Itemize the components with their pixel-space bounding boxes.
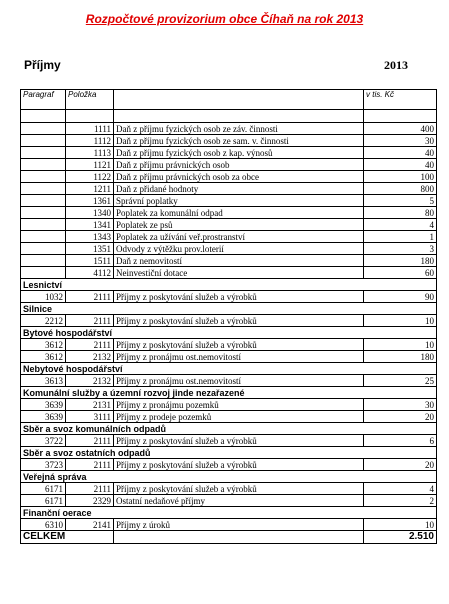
- value-cell: 4: [364, 219, 437, 231]
- spacer-row: [21, 110, 437, 123]
- polozka-cell: 1343: [66, 231, 114, 243]
- item-text-cell: Příjmy z poskytování služeb a výrobků: [114, 459, 364, 471]
- table-row: [21, 231, 437, 243]
- table-row: [21, 459, 437, 471]
- section-header-row: [21, 279, 437, 291]
- table-row: [21, 519, 437, 531]
- polozka-cell: 2111: [66, 435, 114, 447]
- item-text-cell: Příjmy z poskytování služeb a výrobků: [114, 435, 364, 447]
- value-cell: 30: [364, 399, 437, 411]
- section-name: Finanční oerace: [21, 507, 437, 519]
- table-row: [21, 147, 437, 159]
- section-name: Bytové hospodářství: [21, 327, 437, 339]
- column-header-paragraf: Paragraf: [21, 90, 66, 110]
- item-text-cell: Správní poplatky: [114, 195, 364, 207]
- paragraf-cell: [21, 219, 66, 231]
- paragraf-cell: 6171: [21, 483, 66, 495]
- spacer-cell: [21, 110, 66, 123]
- polozka-cell: 1361: [66, 195, 114, 207]
- item-text-cell: Daň z nemovitostí: [114, 255, 364, 267]
- value-cell: 10: [364, 339, 437, 351]
- polozka-cell: 2111: [66, 339, 114, 351]
- item-text-cell: Ostatní nedaňové příjmy: [114, 495, 364, 507]
- item-text-cell: Příjmy z poskytování služeb a výrobků: [114, 291, 364, 303]
- value-cell: 10: [364, 315, 437, 327]
- table-row: [21, 183, 437, 195]
- value-cell: 2: [364, 495, 437, 507]
- table-row: [21, 267, 437, 279]
- polozka-cell: 1111: [66, 123, 114, 135]
- spacer-cell: [66, 110, 114, 123]
- paragraf-cell: 3613: [21, 375, 66, 387]
- section-header-row: [21, 447, 437, 459]
- polozka-cell: 4112: [66, 267, 114, 279]
- value-cell: 800: [364, 183, 437, 195]
- polozka-cell: 1351: [66, 243, 114, 255]
- item-text-cell: Daň z příjmu fyzických osob z kap. výnosů: [114, 147, 364, 159]
- paragraf-cell: [21, 135, 66, 147]
- polozka-cell: 1121: [66, 159, 114, 171]
- value-cell: 30: [364, 135, 437, 147]
- item-text-cell: Příjmy z pronájmu pozemků: [114, 399, 364, 411]
- paragraf-cell: 3722: [21, 435, 66, 447]
- item-text-cell: Daň z příjmu právnických osob: [114, 159, 364, 171]
- table-row: [21, 243, 437, 255]
- paragraf-cell: 3612: [21, 351, 66, 363]
- polozka-cell: 1211: [66, 183, 114, 195]
- item-text-cell: Daň z příjmu fyzických osob ze záv. činnosti: [114, 123, 364, 135]
- table-row: [21, 135, 437, 147]
- table-row: [21, 483, 437, 495]
- item-text-cell: Příjmy z poskytování služeb a výrobků: [114, 339, 364, 351]
- value-cell: 180: [364, 255, 437, 267]
- item-text-cell: Příjmy z pronájmu ost.nemovitostí: [114, 351, 364, 363]
- section-header-row: [21, 363, 437, 375]
- polozka-cell: 1113: [66, 147, 114, 159]
- paragraf-cell: [21, 123, 66, 135]
- polozka-cell: 2111: [66, 291, 114, 303]
- section-name: Lesnictví: [21, 279, 437, 291]
- table-row: [21, 435, 437, 447]
- polozka-cell: 1341: [66, 219, 114, 231]
- paragraf-cell: [21, 255, 66, 267]
- table-row: [21, 399, 437, 411]
- table-row: [21, 171, 437, 183]
- total-row: [21, 531, 437, 544]
- value-cell: 20: [364, 411, 437, 423]
- paragraf-cell: [21, 231, 66, 243]
- table-row: [21, 315, 437, 327]
- table-row: [21, 255, 437, 267]
- paragraf-cell: [21, 243, 66, 255]
- item-text-cell: Poplatek ze psů: [114, 219, 364, 231]
- column-header-unit: v tis. Kč: [364, 90, 437, 110]
- table-header-row: [21, 90, 437, 110]
- value-cell: 80: [364, 207, 437, 219]
- total-value: 2.510: [364, 531, 437, 544]
- paragraf-cell: [21, 183, 66, 195]
- table-row: [21, 495, 437, 507]
- budget-table: [20, 89, 437, 544]
- value-cell: 60: [364, 267, 437, 279]
- polozka-cell: 2132: [66, 351, 114, 363]
- value-cell: 5: [364, 195, 437, 207]
- spacer-cell: [114, 110, 364, 123]
- item-text-cell: Poplatek za komunální odpad: [114, 207, 364, 219]
- item-text-cell: Poplatek za užívání veř.prostranství: [114, 231, 364, 243]
- item-text-cell: Daň z příjmu fyzických osob ze sam. v. činnosti: [114, 135, 364, 147]
- total-label: CELKEM: [21, 531, 114, 544]
- value-cell: 1: [364, 231, 437, 243]
- section-name: Nebytové hospodářství: [21, 363, 437, 375]
- section-header-row: [21, 387, 437, 399]
- paragraf-cell: 6310: [21, 519, 66, 531]
- table-row: [21, 195, 437, 207]
- section-name: Veřejná správa: [21, 471, 437, 483]
- section-name: Sběr a svoz ostatních odpadů: [21, 447, 437, 459]
- paragraf-cell: 1032: [21, 291, 66, 303]
- value-cell: 4: [364, 483, 437, 495]
- section-header-row: [21, 507, 437, 519]
- section-name: Sběr a svoz komunálních odpadů: [21, 423, 437, 435]
- value-cell: 40: [364, 159, 437, 171]
- paragraf-cell: [21, 147, 66, 159]
- polozka-cell: 1122: [66, 171, 114, 183]
- polozka-cell: 1511: [66, 255, 114, 267]
- paragraf-cell: 6171: [21, 495, 66, 507]
- item-text-cell: Příjmy z prodeje pozemků: [114, 411, 364, 423]
- item-text-cell: Příjmy z poskytování služeb a výrobků: [114, 315, 364, 327]
- item-text-cell: Odvody z výtěžku prov.loterií: [114, 243, 364, 255]
- table-row: [21, 351, 437, 363]
- polozka-cell: 1112: [66, 135, 114, 147]
- table-row: [21, 375, 437, 387]
- column-header-text: [114, 90, 364, 110]
- section-header-row: [21, 471, 437, 483]
- value-cell: 3: [364, 243, 437, 255]
- spacer-cell: [364, 110, 437, 123]
- table-row: [21, 291, 437, 303]
- paragraf-cell: [21, 267, 66, 279]
- table-row: [21, 219, 437, 231]
- paragraf-cell: [21, 159, 66, 171]
- document-title: [0, 12, 449, 26]
- column-header-polozka: Položka: [66, 90, 114, 110]
- polozka-cell: 2132: [66, 375, 114, 387]
- paragraf-cell: 2212: [21, 315, 66, 327]
- table-row: [21, 123, 437, 135]
- table-row: [21, 159, 437, 171]
- value-cell: 100: [364, 171, 437, 183]
- item-text-cell: Daň z příjmu právnických osob za obce: [114, 171, 364, 183]
- section-heading: Příjmy: [24, 58, 61, 72]
- polozka-cell: 2329: [66, 495, 114, 507]
- budget-year: 2013: [384, 58, 408, 72]
- polozka-cell: 2111: [66, 483, 114, 495]
- paragraf-cell: 3639: [21, 399, 66, 411]
- item-text-cell: Příjmy z pronájmu ost.nemovitostí: [114, 375, 364, 387]
- item-text-cell: Příjmy z úroků: [114, 519, 364, 531]
- document-title-text: Rozpočtové provizorium obce Číhaň na rok 2013: [85, 12, 364, 26]
- section-name: Komunální služby a územní rozvoj jinde nezařazené: [21, 387, 437, 399]
- item-text-cell: Daň z přidané hodnoty: [114, 183, 364, 195]
- polozka-cell: 1340: [66, 207, 114, 219]
- polozka-cell: 2111: [66, 315, 114, 327]
- section-name: Silnice: [21, 303, 437, 315]
- paragraf-cell: 3639: [21, 411, 66, 423]
- polozka-cell: 2131: [66, 399, 114, 411]
- table-row: [21, 207, 437, 219]
- polozka-cell: 2111: [66, 459, 114, 471]
- value-cell: 40: [364, 147, 437, 159]
- paragraf-cell: [21, 171, 66, 183]
- value-cell: 6: [364, 435, 437, 447]
- section-header-row: [21, 327, 437, 339]
- polozka-cell: 2141: [66, 519, 114, 531]
- paragraf-cell: [21, 195, 66, 207]
- value-cell: 10: [364, 519, 437, 531]
- table-row: [21, 339, 437, 351]
- paragraf-cell: 3612: [21, 339, 66, 351]
- value-cell: 400: [364, 123, 437, 135]
- item-text-cell: Příjmy z poskytování služeb a výrobků: [114, 483, 364, 495]
- paragraf-cell: 3723: [21, 459, 66, 471]
- polozka-cell: 3111: [66, 411, 114, 423]
- paragraf-cell: [21, 207, 66, 219]
- value-cell: 20: [364, 459, 437, 471]
- value-cell: 180: [364, 351, 437, 363]
- table-row: [21, 411, 437, 423]
- section-header-row: [21, 423, 437, 435]
- section-header-row: [21, 303, 437, 315]
- budget-table-body: [21, 90, 437, 544]
- value-cell: 25: [364, 375, 437, 387]
- total-spacer: [114, 531, 364, 544]
- item-text-cell: Neinvestiční dotace: [114, 267, 364, 279]
- value-cell: 90: [364, 291, 437, 303]
